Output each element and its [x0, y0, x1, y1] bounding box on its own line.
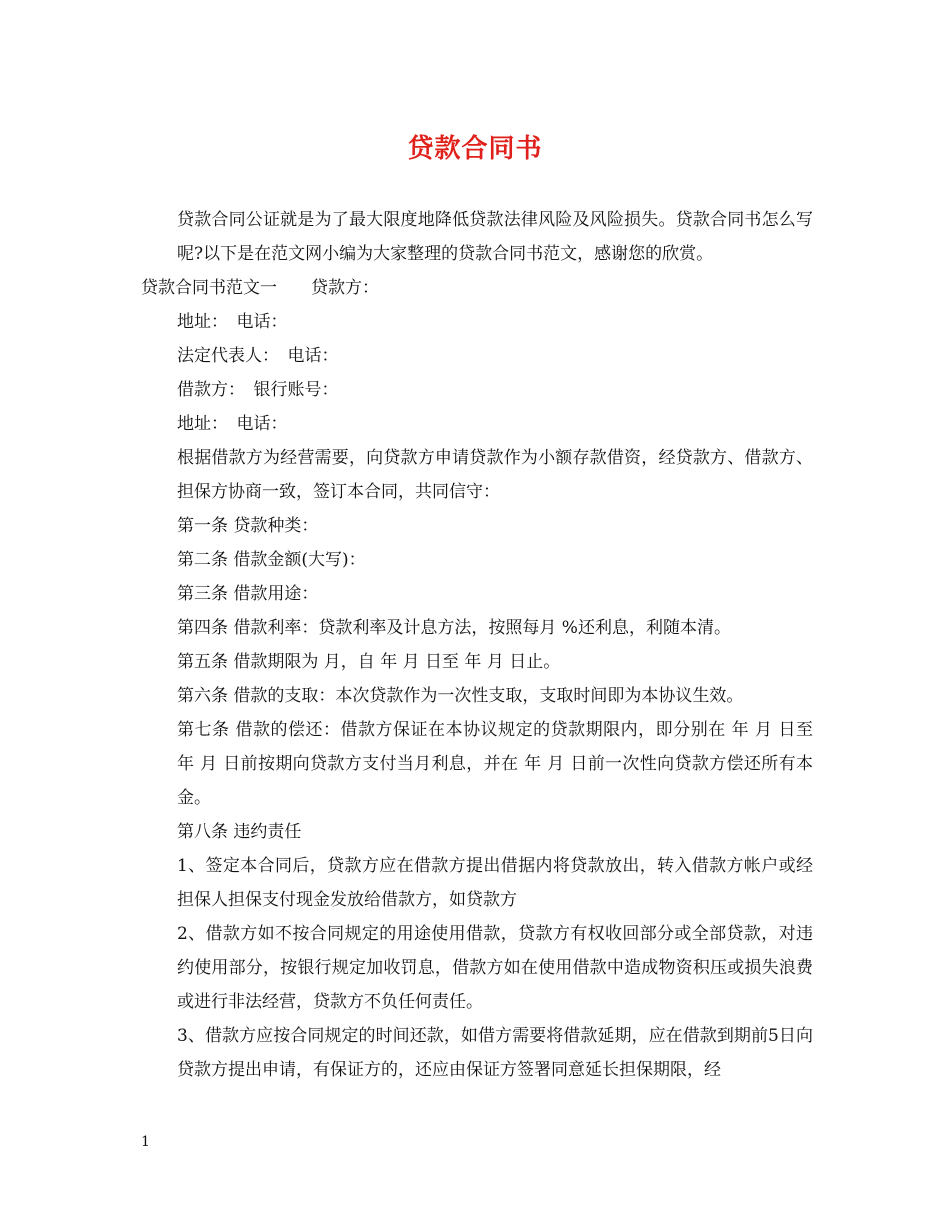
paragraph-intro: 贷款合同公证就是为了最大限度地降低贷款法律风险及风险损失。贷款合同书怎么写呢?以下是在范文网小编为大家整理的贷款合同书范文，感谢您的欣赏。 — [177, 210, 813, 264]
page-number: 1 — [141, 1134, 150, 1150]
document-title: 贷款合同书 — [407, 134, 543, 164]
paragraph-borrower-address: 地址： 电话： — [177, 414, 288, 434]
clause-2: 2、借款方如不按合同规定的用途使用借款，贷款方有权收回部分或全部贷款，对违约使用部分，按银行规定加收罚息，借款方如在使用借款中造成物资积压或损失浪费或进行非法经营，贷款方不负任何责任。 — [177, 924, 813, 1012]
article-3: 第三条 借款用途： — [177, 584, 319, 604]
article-7: 第七条 借款的偿还：借款方保证在本协议规定的贷款期限内，即分别在 年 月 日至 年 月 日前按期向贷款方支付当月利息，并在 年 月 日前一次性向贷款方偿还所有本金。 — [177, 720, 813, 808]
article-1: 第一条 贷款种类： — [177, 516, 319, 536]
clause-1: 1、签定本合同后，贷款方应在借款方提出借据内将贷款放出，转入借款方帐户或经担保人担保支付现金发放给借款方，如贷款方 — [177, 856, 813, 910]
clause-3: 3、借款方应按合同规定的时间还款，如借方需要将借款延期，应在借款到期前5日向贷款方提出申请，有保证方的，还应由保证方签署同意延长担保期限，经 — [177, 1026, 813, 1080]
paragraph-legal-representative: 法定代表人： 电话： — [177, 346, 339, 366]
paragraph-lender-address: 地址： 电话： — [177, 312, 288, 332]
paragraph-lender-heading: 贷款合同书范文一 贷款方： — [141, 278, 379, 298]
article-5: 第五条 借款期限为 月，自 年 月 日至 年 月 日止。 — [177, 652, 561, 672]
article-2: 第二条 借款金额(大写)： — [177, 550, 366, 570]
paragraph-borrower: 借款方： 银行账号： — [177, 380, 339, 400]
document-body — [141, 203, 813, 1087]
article-8: 第八条 违约责任 — [177, 822, 302, 842]
article-4: 第四条 借款利率：贷款利率及计息方法，按照每月 %还利息，利随本清。 — [177, 618, 731, 638]
article-6: 第六条 借款的支取：本次贷款作为一次性支取，支取时间即为本协议生效。 — [177, 686, 744, 706]
paragraph-preamble: 根据借款方为经营需要，向贷款方申请贷款作为小额存款借资，经贷款方、借款方、担保方协商一致，签订本合同，共同信守： — [177, 448, 813, 502]
